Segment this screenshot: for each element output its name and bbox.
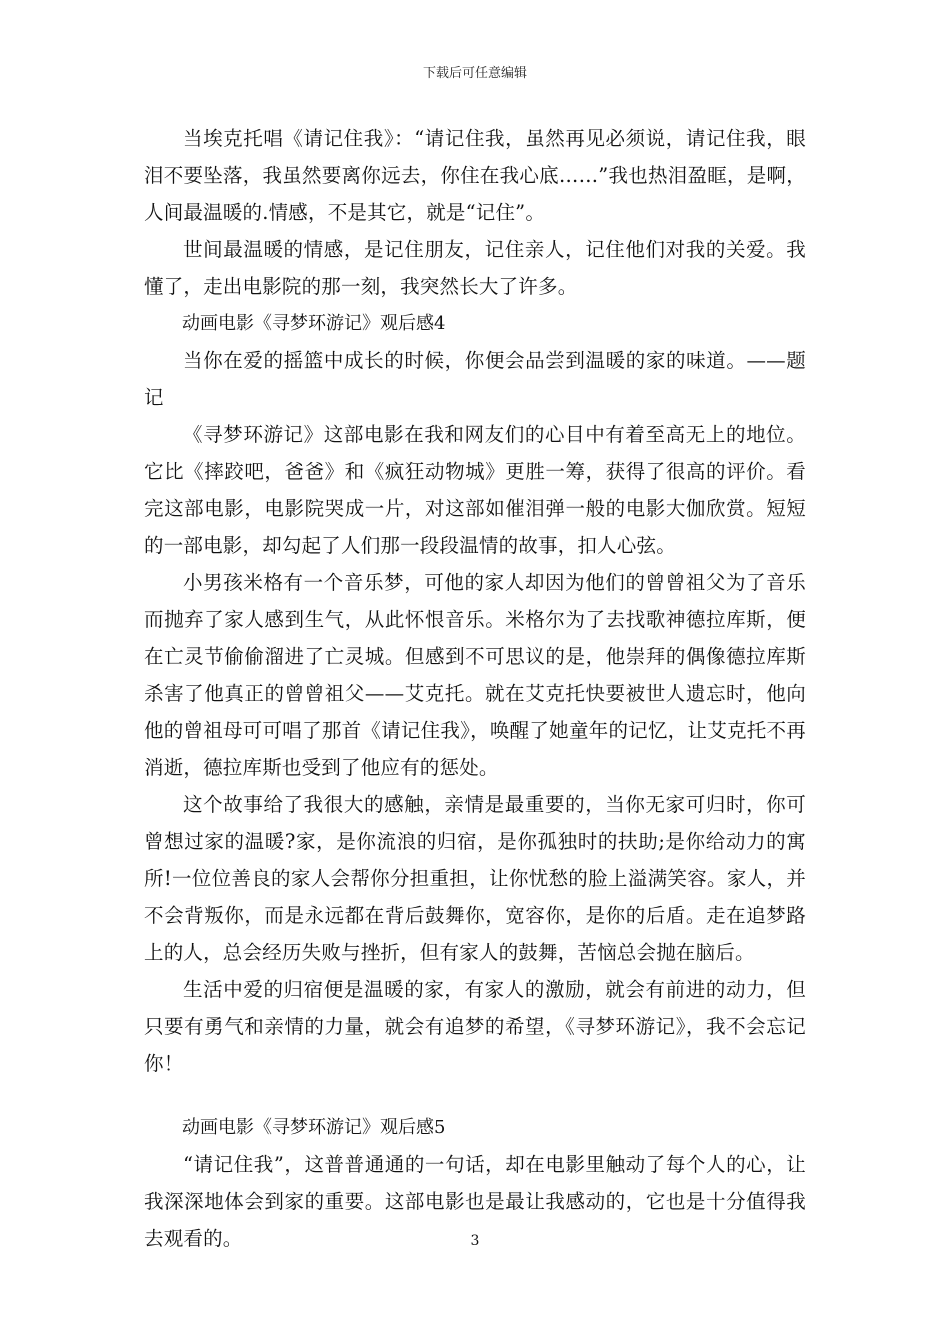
paragraph-family-reflection: 这个故事给了我很大的感触，亲情是最重要的，当你无家可归时，你可曾想过家的温暖?家，是你流浪的归宿，是你孤独时的扶助;是你给动力的寓所!一位位善良的家人会帮你分担重担，让你忧愁的脸上溢满笑容。家人，并不会背叛你，而是永远都在背后鼓舞你，宽容你，是你的后盾。走在追梦路上的人，总会经历失败与挫折，但有家人的鼓舞，苦恼总会抛在脑后。	[144, 793, 806, 964]
paragraph-warmest-feeling: 世间最温暖的情感，是记住朋友，记住亲人，记住他们对我的关爱。我懂了，走出电影院的那一刻，我突然长大了许多。	[144, 238, 806, 298]
paragraph-conclusion: 生活中爱的归宿便是温暖的家，有家人的激励，就会有前进的动力，但只要有勇气和亲情的力量，就会有追梦的希望，《寻梦环游记》，我不会忘记你！	[144, 978, 806, 1075]
paragraph-remember-me-phrase: “请记住我”，这普普通通的一句话，却在电影里触动了每个人的心，让我深深地体会到家的重要。这部电影也是最让我感动的，它也是十分值得我去观看的。	[144, 1153, 806, 1250]
page-number: 3	[470, 1233, 480, 1249]
section-heading-review-5: 动画电影《寻梦环游记》观后感5	[182, 1117, 446, 1138]
paragraph-epigraph: 当你在爱的摇篮中成长的时候，你便会品尝到温暖的家的味道。——题记	[144, 349, 806, 409]
paragraph-remember-me-song: 当埃克托唱《请记住我》：“请记住我，虽然再见必须说，请记住我，眼泪不要坠落，我虽然要离你远去，你住在我心底……”我也热泪盈眶，是啊，人间最温暖的.情感，不是其它，就是“记住”。	[144, 127, 806, 224]
section-spacer	[144, 1082, 806, 1109]
paragraph-plot-summary: 小男孩米格有一个音乐梦，可他的家人却因为他们的曾曾祖父为了音乐而抛弃了家人感到生气，从此怀恨音乐。米格尔为了去找歌神德拉库斯，便在亡灵节偷偷溜进了亡灵城。但感到不可思议的是，他崇拜的偶像德拉库斯杀害了他真正的曾曾祖父——艾克托。就在艾克托快要被世人遗忘时，他向他的曾祖母可可唱了那首《请记住我》，唤醒了她童年的记忆，让艾克托不再消逝，德拉库斯也受到了他应有的惩处。	[144, 571, 806, 779]
section-heading-review-4: 动画电影《寻梦环游记》观后感4	[182, 313, 446, 334]
paragraph-movie-status: 《寻梦环游记》这部电影在我和网友们的心目中有着至高无上的地位。它比《摔跤吧，爸爸》和《疯狂动物城》更胜一筹，获得了很高的评价。看完这部电影，电影院哭成一片，对这部如催泪弹一般的电影大伽欣赏。短短的一部电影，却勾起了人们那一段段温情的故事，扣人心弦。	[144, 423, 806, 557]
page-header: 下载后可任意编辑	[422, 66, 527, 81]
document-body	[144, 120, 806, 1257]
